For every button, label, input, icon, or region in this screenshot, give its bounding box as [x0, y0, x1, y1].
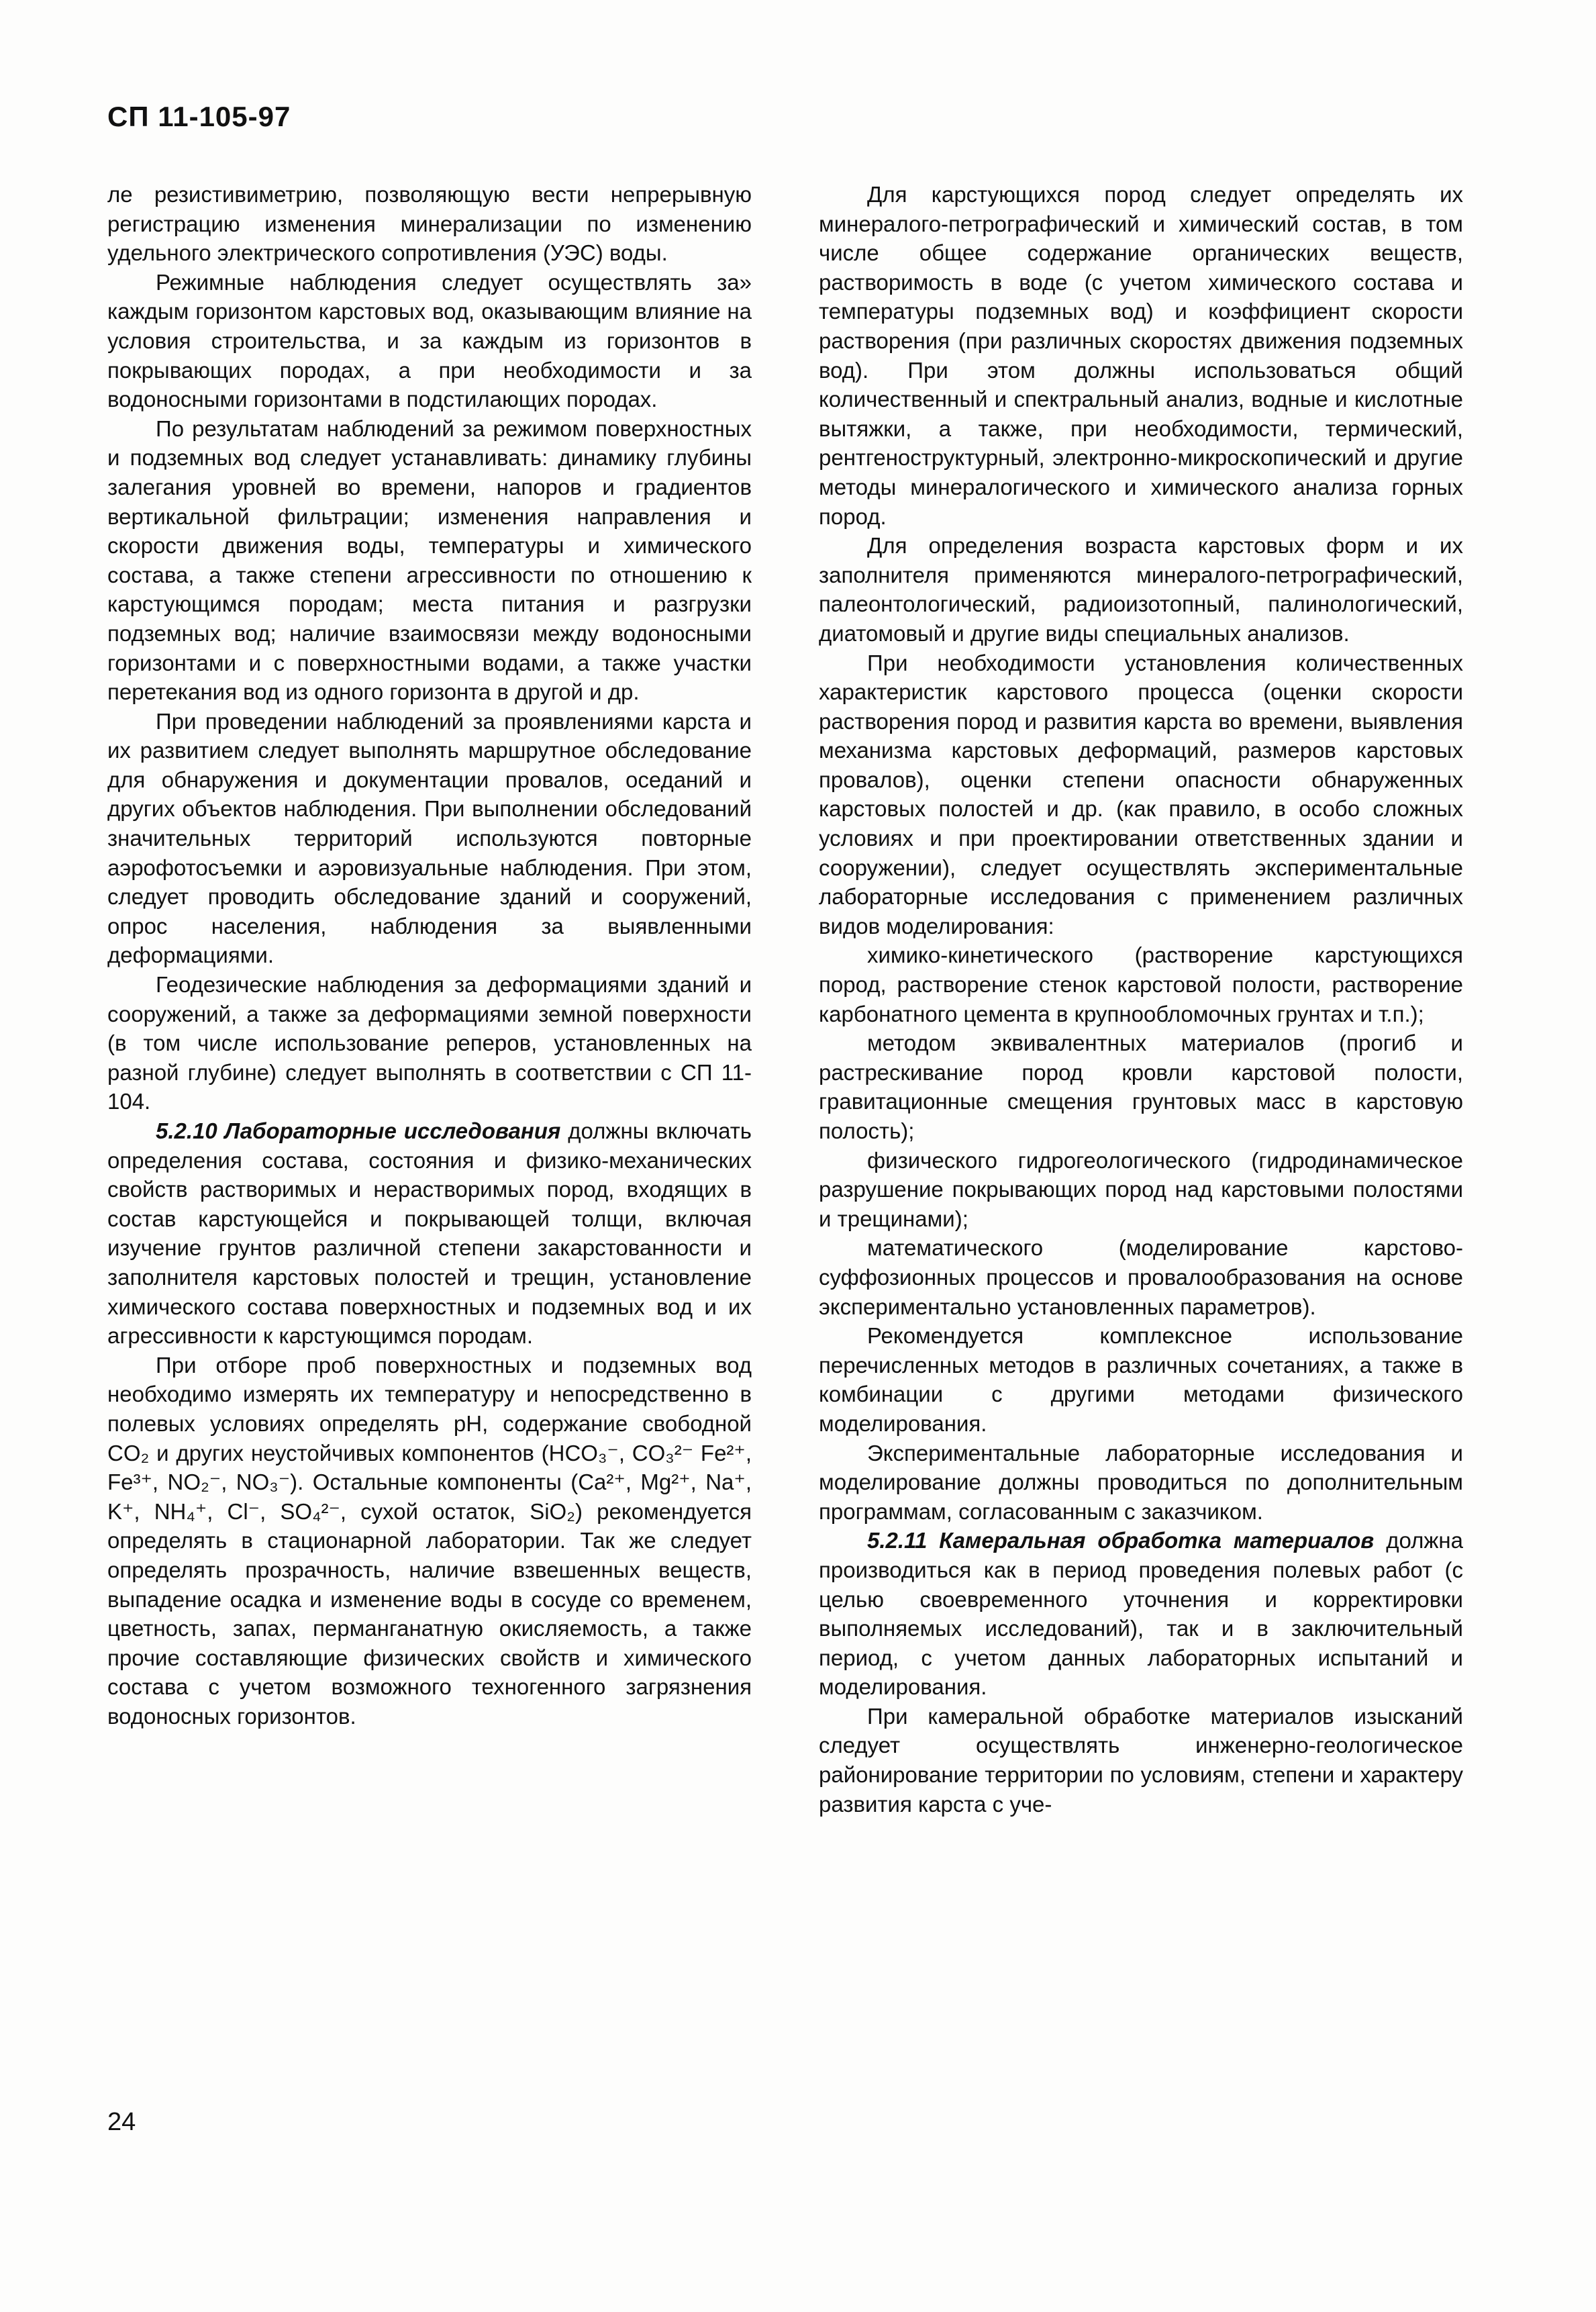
right-column [819, 180, 1463, 1819]
paragraph: При отборе проб поверхностных и подземных вод необходимо измерять их температуру и непосредственно в полевых условиях определять pH, содержание свободной CO₂ и других неустойчивых компонентов (HCO₃⁻, CO₃²⁻ Fe²⁺, Fe³⁺, NO₂⁻, NO₃⁻). Остальные компоненты (Ca²⁺, Mg²⁺, Na⁺, K⁺, NH₄⁺, Cl⁻, SO₄²⁻, сухой остаток, SiO₂) рекомендуется определять в стационарной лаборатории. Так же следует определять прозрачность, наличие взвешенных веществ, выпадение осадка и изменение воды в сосуде со временем, цветность, запах, перманганатную окисляемость, а также прочие составляющие физических свойств и химического состава с учетом возможного техногенного загрязнения водоносных горизонтов. [107, 1352, 752, 1729]
paragraph: ле резистивиметрию, позволяющую вести непрерывную регистрацию изменения минерализации по изменению удельного электрического сопротивления (УЭС) воды. [107, 182, 752, 266]
list-item: физического гидрогеологического (гидродинамическое разрушение покрывающих пород над карстовыми полостями и трещинами); [819, 1147, 1463, 1231]
paragraph: Экспериментальные лабораторные исследования и моделирование должны проводиться по дополнительным программам, согласованным с заказчиком. [819, 1440, 1463, 1524]
list-item: химико-кинетического (растворение карстующихся пород, растворение стенок карстовой полости, растворение карбонатного цемента в крупнообломочных грунтах и т.п.); [819, 943, 1463, 1026]
section-paragraph [107, 1116, 752, 1351]
paragraph: Рекомендуется комплексное использование перечисленных методов в различных сочетаниях, а также в комбинации с другими методами физического моделирования. [819, 1323, 1463, 1436]
section-heading: 5.2.10 Лабораторные исследования [156, 1118, 561, 1143]
paragraph: Геодезические наблюдения за деформациями зданий и сооружений, а также за деформациями земной поверхности (в том числе использование реперов, установленных на разной глубине) следует выполнять в соответствии с СП 11-104. [107, 972, 752, 1114]
paragraph: По результатам наблюдений за режимом поверхностных и подземных вод следует устанавливать: динамику глубины залегания уровней во времени, напоров и градиентов вертикальной фильтрации; изменения направления и скорости движения воды, температуры и химического состава, а также степени агрессивности по отношению к карстующимся породам; места питания и разгрузки подземных вод; наличие взаимосвязи между водоносными горизонтами и с поверхностными водами, а также участки перетекания вод из одного горизонта в другой и др. [107, 416, 752, 705]
paragraph: При необходимости установления количественных характеристик карстового процесса (оценки скорости растворения пород и развития карста во времени, выявления механизма карстовых деформаций, размеров карстовых провалов), оценки степени опасности обнаруженных карстовых полостей и др. (как правило, в особо сложных условиях и при проектировании ответственных здании и сооружении), следует осуществлять экспериментальные лабораторные исследования с применением различных видов моделирования: [819, 650, 1463, 938]
paragraph: Для карстующихся пород следует определять их минералого-петрографический и химический состав, в том числе общее содержание органических веществ, растворимость в воде (с учетом химического состава и температуры подземных вод) и коэффициент скорости растворения (при различных скоростях движения подземных вод). При этом должны использоваться общий количественный и спектральный анализ, водные и кислотные вытяжки, а также, при необходимости, термический, рентгеноструктурный, электронно-микроскопический и другие методы минералогического и химического анализа горных пород. [819, 182, 1463, 529]
paragraph: При проведении наблюдений за проявлениями карста и их развитием следует выполнять маршрутное обследование для обнаружения и документации провалов, оседаний и других объектов наблюдения. При выполнении обследований значительных территорий используются повторные аэрофотосъемки и аэровизуальные наблюдения. При этом, следует проводить обследование зданий и сооружений, опрос населения, наблюдения за выявленными деформациями. [107, 708, 752, 968]
page-number: 24 [107, 2108, 136, 2136]
section-paragraph [819, 1526, 1463, 1702]
section-text: должны включать определения состава, состояния и физико-механических свойств растворимых и нерастворимых пород, входящих в состав карстующейся и покрывающей толщи, включая изучение грунтов различной степени закарстованности и заполнителя карстовых полостей и трещин, установление химического состава поверхностных и подземных вод и их агрессивности к карстующимся породам. [107, 1118, 752, 1349]
list-item: математического (моделирование карстово-суффозионных процессов и провалообразования на основе экспериментально установленных параметров). [819, 1235, 1463, 1319]
section-heading: 5.2.11 Камеральная обработка материалов [867, 1528, 1375, 1553]
paragraph: При камеральной обработке материалов изысканий следует осуществлять инженерно-геологическое районирование территории по условиям, степени и характеру развития карста с уче- [819, 1703, 1463, 1817]
document-header: СП 11-105-97 [107, 101, 291, 132]
section-text: должна производиться как в период проведения полевых работ (с целью своевременного уточнения и корректировки выполняемых исследований), так и в заключительный период, с учетом данных лабораторных испытаний и моделирования. [819, 1528, 1463, 1700]
paragraph: Для определения возраста карстовых форм и их заполнителя применяются минералого-петрографический, палеонтологический, радиоизотопный, палинологический, диатомовый и другие виды специальных анализов. [819, 533, 1463, 646]
paragraph: Режимные наблюдения следует осуществлять за» каждым горизонтом карстовых вод, оказывающим влияние на условия строительства, и за каждым из горизонтов в покрывающих породах, а при необходимости и за водоносными горизонтами в подстилающих породах. [107, 269, 752, 412]
list-item: методом эквивалентных материалов (прогиб и растрескивание пород кровли карстовой полости, гравитационные смещения грунтовых масс в карстовую полость); [819, 1030, 1463, 1143]
left-column [107, 180, 752, 1731]
